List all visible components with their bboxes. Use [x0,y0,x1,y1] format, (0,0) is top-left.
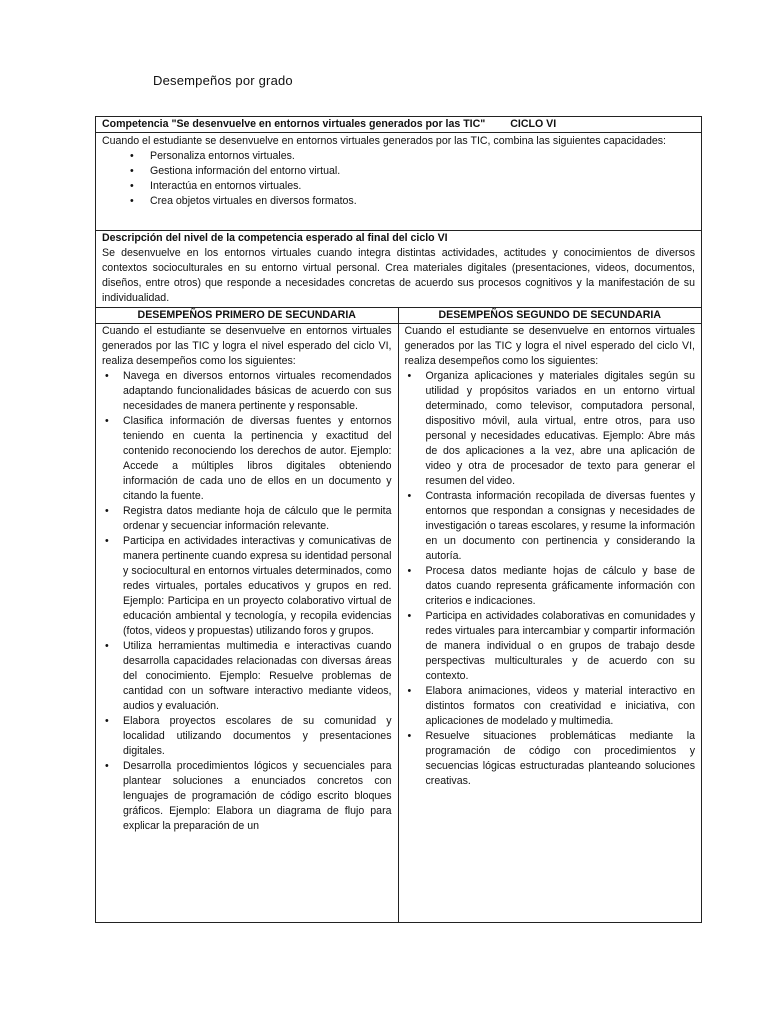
capacity-item: • Personaliza entornos virtuales. [130,149,695,164]
segundo-column [399,308,702,922]
description-row [96,231,701,308]
primero-column [96,308,399,922]
page-title: Desempeños por grado [153,73,293,88]
capacities-row [96,133,701,231]
competency-title: Competencia "Se desenvuelve en entornos virtuales generados por las TIC" [102,118,486,130]
capacity-item: • Crea objetos virtuales en diversos formatos. [130,194,695,209]
primero-list [102,369,392,834]
list-item: • Registra datos mediante hoja de cálculo que le permita ordenar y secuenciar información relevante. [102,504,392,534]
list-item: • Contrasta información recopilada de diversas fuentes y entornos que respondan a consignas y necesidades de investigación o tareas escolares, y resume la información en un documento con pertinencia y considerando la autoría. [405,489,696,564]
list-item: • Resuelve situaciones problemáticas mediante la programación de código con procedimientos y secuencias lógicas estructuradas planteando soluciones creativas. [405,729,696,789]
list-item: • Participa en actividades colaborativas en comunidades y redes virtuales para intercambiar y compartir información de manera individual o en grupos de trabajo desde perspectivas multiculturales y de acuerdo con su contexto. [405,609,696,684]
segundo-intro: Cuando el estudiante se desenvuelve en entornos virtuales generados por las TIC y logra el nivel esperado del ciclo VI, realiza desempeños como los siguientes: [404,325,695,367]
capacity-item: • Gestiona información del entorno virtual. [130,164,695,179]
competency-table [95,116,702,923]
primero-header: DESEMPEÑOS PRIMERO DE SECUNDARIA [96,308,398,324]
list-item: • Desarrolla procedimientos lógicos y secuenciales para plantear soluciones a enunciados concretos con lenguajes de programación de código escrito bloques gráficos. Ejemplo: Elabora un diagrama de flujo para explicar la preparación de un [102,759,392,834]
segundo-header: DESEMPEÑOS SEGUNDO DE SECUNDARIA [399,308,702,324]
primero-intro: Cuando el estudiante se desenvuelve en entornos virtuales generados por las TIC y logra el nivel esperado del ciclo VI, realiza desempeños como los siguientes: [102,325,392,367]
list-item: • Elabora proyectos escolares de su comunidad y localidad utilizando documentos y presentaciones digitales. [102,714,392,759]
list-item: • Elabora animaciones, videos y material interactivo en distintos formatos con creatividad e iniciativa, con aplicaciones de modelado y multimedia. [405,684,696,729]
capacities-intro: Cuando el estudiante se desenvuelve en entornos virtuales generados por las TIC, combina las siguientes capacidades: [102,135,666,147]
description-title: Descripción del nivel de la competencia esperado al final del ciclo VI [102,232,448,244]
list-item: • Participa en actividades interactivas y comunicativas de manera pertinente cuando expresa su identidad personal y sociocultural en entornos virtuales determinados, como redes virtuales, portales educativos y grupos en red. Ejemplo: Participa en un proyecto colaborativo virtual de educación ambiental y tecnología, y recopila evidencias (fotos, videos y propuestas) utilizando foros y grupos. [102,534,392,639]
description-text: Se desenvuelve en los entornos virtuales cuando integra distintas actividades, actitudes y conocimientos de diversos contextos socioculturales en su entorno virtual personal. Crea materiales digitales (presentaciones, videos, documentos, diseños, entre otros) que responde a necesidades concretas de acuerdo sus procesos cognitivos y la manifestación de su individualidad. [102,247,695,304]
list-item: • Organiza aplicaciones y materiales digitales según su utilidad y propósitos variados en un entorno virtual determinado, como televisor, computadora personal, dispositivo móvil, aula virtual, entre otros, para uso personal y necesidades educativas. Ejemplo: Abre más de dos aplicaciones a la vez, abre una aplicación de video y otra de procesador de texto para generar el resumen del video. [405,369,696,489]
capacities-list [102,149,695,209]
segundo-list [405,369,696,789]
list-item: • Clasifica información de diversas fuentes y entornos teniendo en cuenta la pertinencia y exactitud del contenido reconociendo los derechos de autor. Ejemplo: Accede a múltiples libros digitales obteniendo información de cada uno de ellos en un documento y citando la fuente. [102,414,392,504]
performance-columns [96,308,701,922]
list-item: • Procesa datos mediante hojas de cálculo y base de datos cuando representa gráficamente información con criterios e indicaciones. [405,564,696,609]
capacity-item: • Interactúa en entornos virtuales. [130,179,695,194]
list-item: • Navega en diversos entornos virtuales recomendados adaptando funcionalidades básicas de acuerdo con sus necesidades de manera pertinente y responsable. [102,369,392,414]
cycle-label: CICLO VI [510,118,557,130]
competency-header-row [96,117,701,133]
list-item: • Utiliza herramientas multimedia e interactivas cuando desarrolla capacidades relacionadas con diversas áreas del conocimiento. Ejemplo: Resuelve problemas de cantidad con un software interactivo mediante videos, audios y evaluación. [102,639,392,714]
